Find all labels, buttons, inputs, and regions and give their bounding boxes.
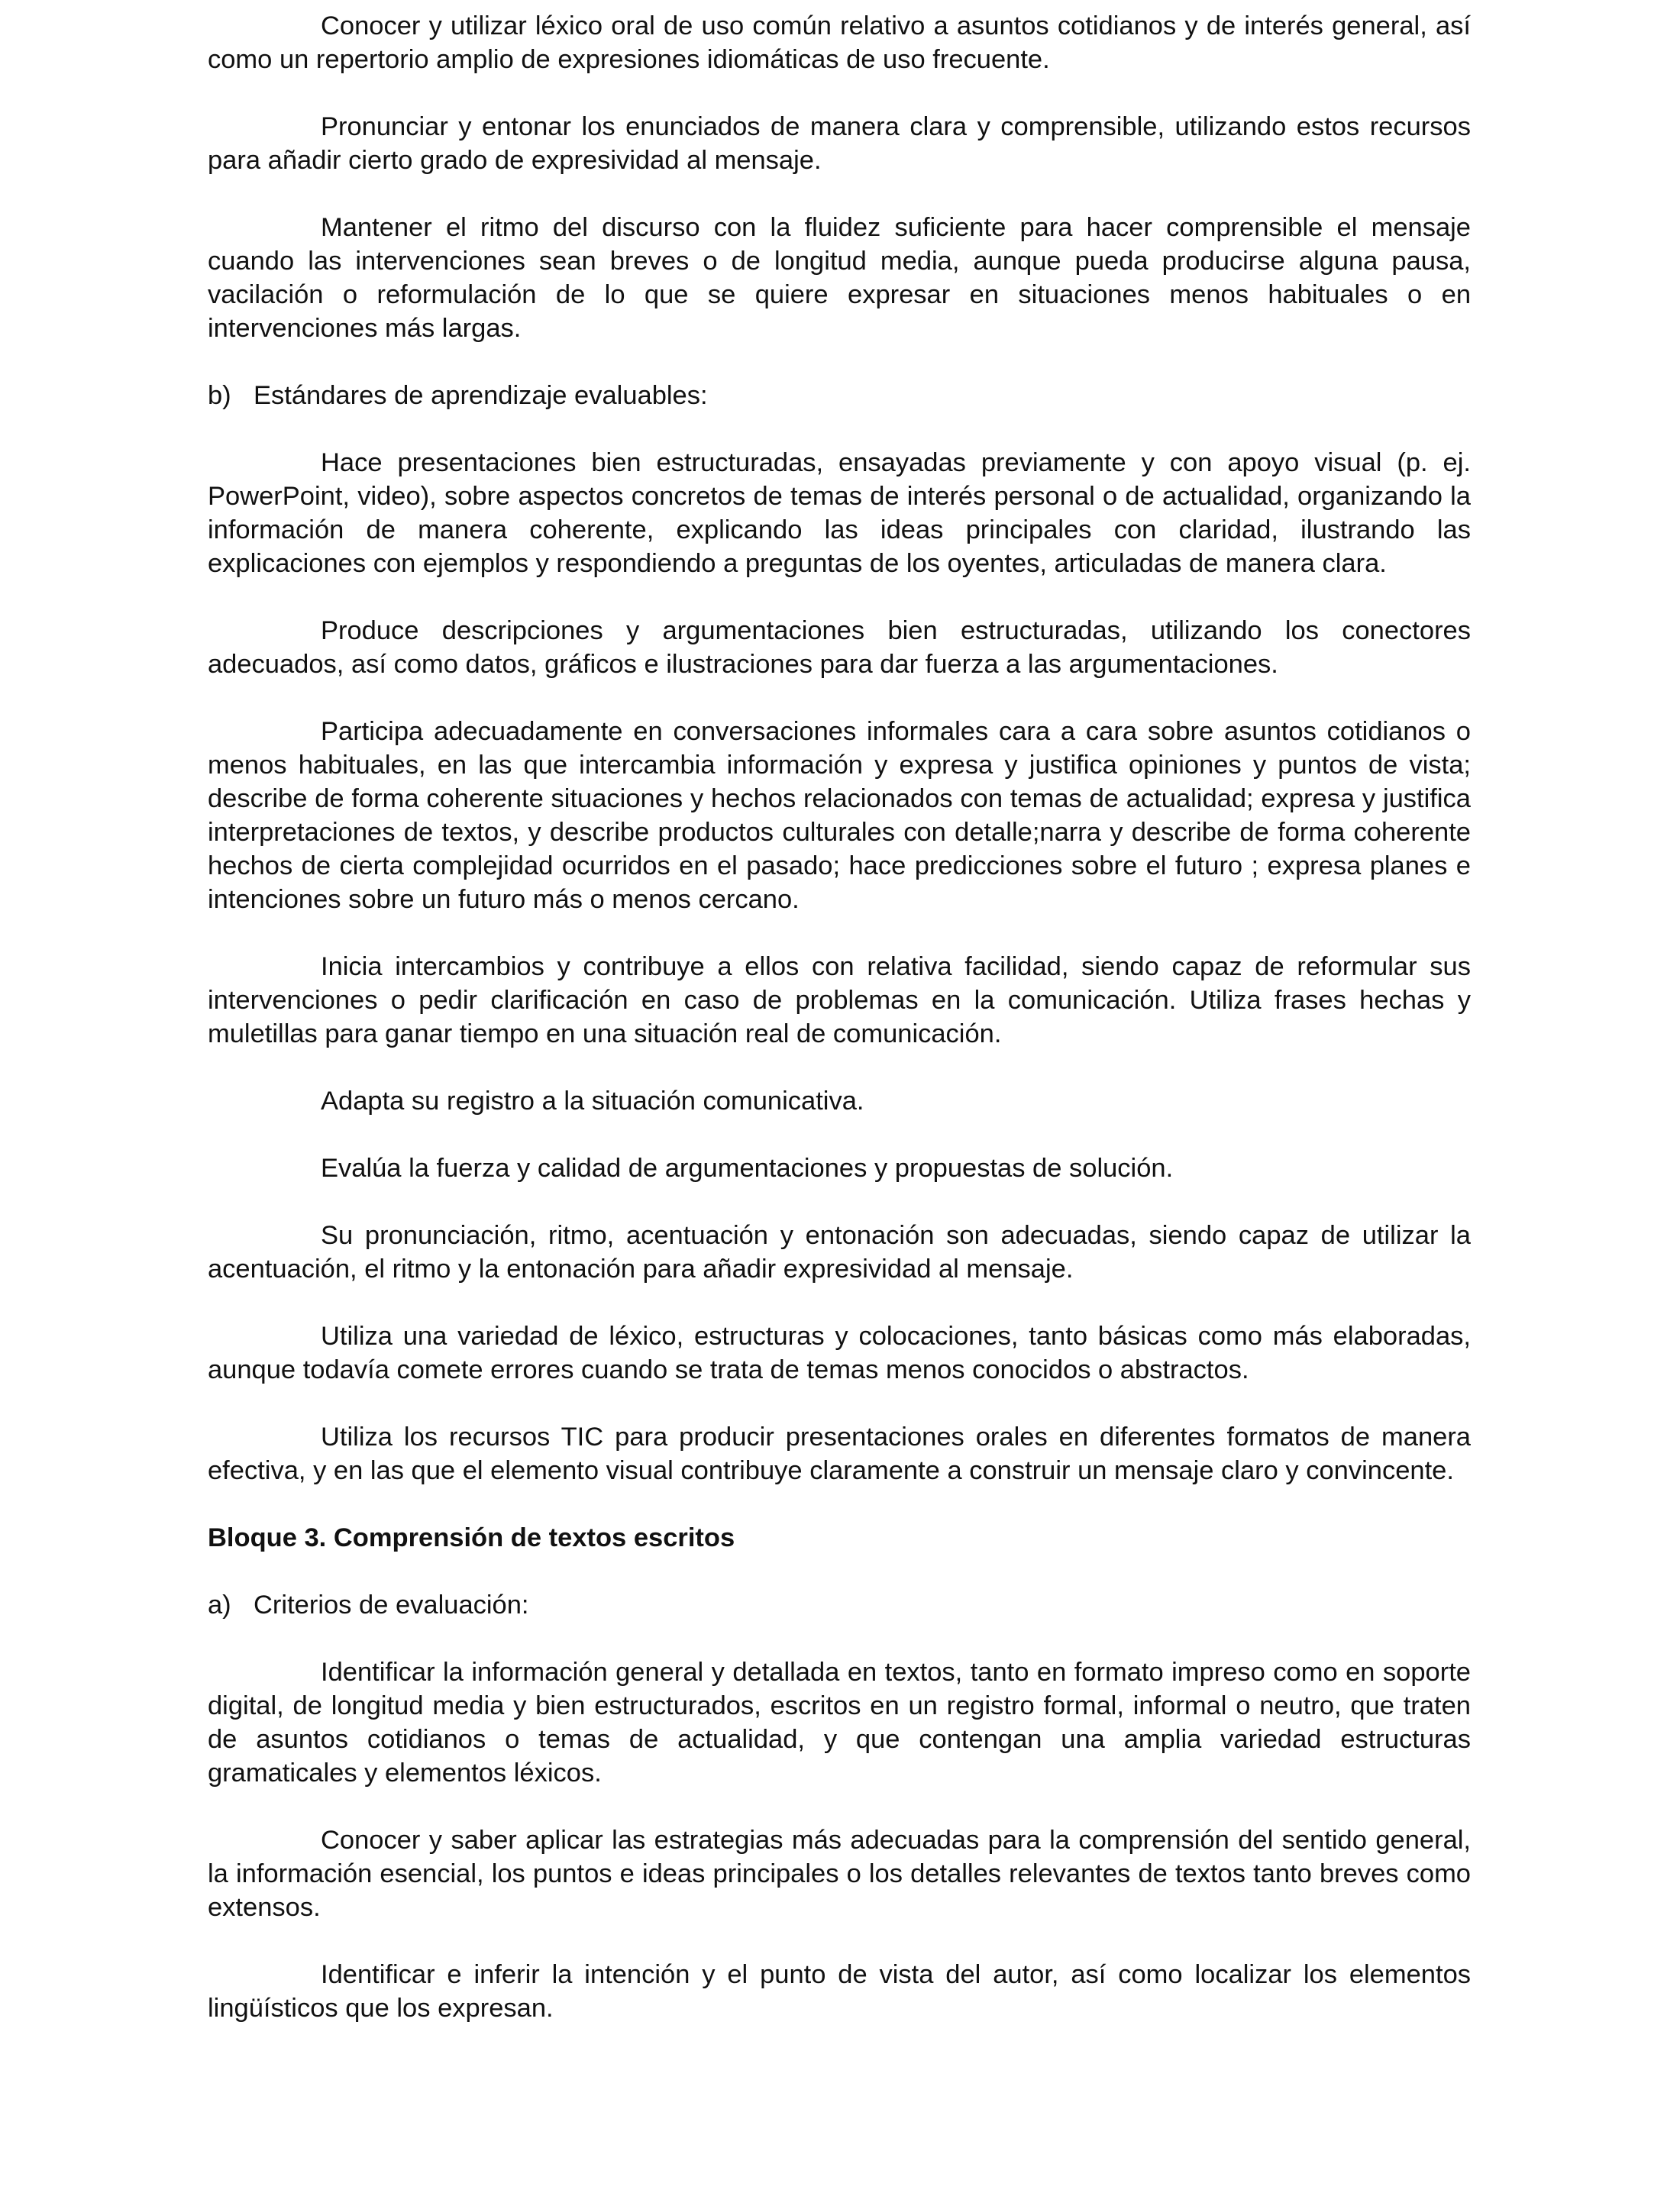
paragraph-ritmo-discurso: Mantener el ritmo del discurso con la fluidez suficiente para hacer comprensible el mensaje cuando las intervenciones sean breves o de longitud media, aunque pueda producirse alguna pausa, vacilación o reformulación de lo que se quiere expresar en situaciones menos habituales o en intervenciones más largas. (208, 213, 1471, 343)
estandar-argumentaciones: Evalúa la fuerza y calidad de argumentaciones y propuestas de solución. (321, 1154, 1174, 1183)
estandar-lexico: Utiliza una variedad de léxico, estructuras y colocaciones, tanto básicas como más elaboradas, aunque todavía comete errores cuando se trata de temas menos conocidos o abstractos. (208, 1322, 1471, 1384)
estandar-descripciones: Produce descripciones y argumentaciones bien estructuradas, utilizando los conectores adecuados, así como datos, gráficos e ilustraciones para dar fuerza a las argumentaciones. (208, 616, 1471, 679)
paragraph-pronunciar: Pronunciar y entonar los enunciados de manera clara y comprensible, utilizando estos recursos para añadir cierto grado de expresividad al mensaje. (208, 112, 1471, 175)
section-heading-bloque-3: Bloque 3. Comprensión de textos escritos (208, 1523, 735, 1552)
estandares-title: Estándares de aprendizaje evaluables: (254, 381, 708, 410)
estandar-registro: Adapta su registro a la situación comunicativa. (321, 1087, 864, 1116)
criterio-informacion-general: Identificar la información general y detallada en textos, tanto en formato impreso como en soporte digital, de longitud media y bien estructurados, escritos en un registro formal, informal o neutro, que traten de asuntos cotidianos o temas de actualidad, y que contengan una amplia variedad estructuras gramaticales y elementos léxicos. (208, 1658, 1471, 1788)
criterios-title: Criterios de evaluación: (254, 1591, 529, 1620)
estandar-presentaciones: Hace presentaciones bien estructuradas, ensayadas previamente y con apoyo visual (p. ej. PowerPoint, video), sobre aspectos concretos de temas de interés personal o de actualidad, organizando la información de manera coherente, explicando las ideas principales con claridad, ilustrando las explicaciones con ejemplos y respondiendo a preguntas de los oyentes, articuladas de manera clara. (208, 448, 1471, 578)
criterio-intencion-autor: Identificar e inferir la intención y el punto de vista del autor, así como localizar los elementos lingüísticos que los expresan. (208, 1960, 1471, 2023)
list-marker: a) (208, 1591, 231, 1620)
estandar-recursos-tic: Utiliza los recursos TIC para producir presentaciones orales en diferentes formatos de manera efectiva, y en las que el elemento visual contribuye claramente a construir un mensaje claro y convincente. (208, 1423, 1471, 1485)
list-marker: b) (208, 381, 231, 410)
estandar-pronunciacion: Su pronunciación, ritmo, acentuación y entonación son adecuadas, siendo capaz de utilizar la acentuación, el ritmo y la entonación para añadir expresividad al mensaje. (208, 1221, 1471, 1284)
estandar-intercambios: Inicia intercambios y contribuye a ellos con relativa facilidad, siendo capaz de reformular sus intervenciones o pedir clarificación en caso de problemas en la comunicación. Utiliza frases hechas y muletillas para ganar tiempo en una situación real de comunicación. (208, 952, 1471, 1048)
document-page (208, 9, 1471, 2025)
criterios-heading (208, 1588, 1471, 1622)
estandar-conversaciones: Participa adecuadamente en conversaciones informales cara a cara sobre asuntos cotidianos o menos habituales, en las que intercambia información y expresa y justifica opiniones y puntos de vista; describe de forma coherente situaciones y hechos relacionados con temas de actualidad; expresa y justifica interpretaciones de textos, y describe productos culturales con detalle;narra y describe de forma coherente hechos de cierta complejidad ocurridos en el pasado; hace predicciones sobre el futuro ; expresa planes e intenciones sobre un futuro más o menos cercano. (208, 717, 1471, 914)
estandares-heading (208, 379, 1471, 412)
criterio-estrategias: Conocer y saber aplicar las estrategias más adecuadas para la comprensión del sentido general, la información esencial, los puntos e ideas principales o los detalles relevantes de textos tanto breves como extensos. (208, 1826, 1471, 1922)
paragraph-lexico-oral: Conocer y utilizar léxico oral de uso común relativo a asuntos cotidianos y de interés general, así como un repertorio amplio de expresiones idiomáticas de uso frecuente. (208, 11, 1471, 74)
